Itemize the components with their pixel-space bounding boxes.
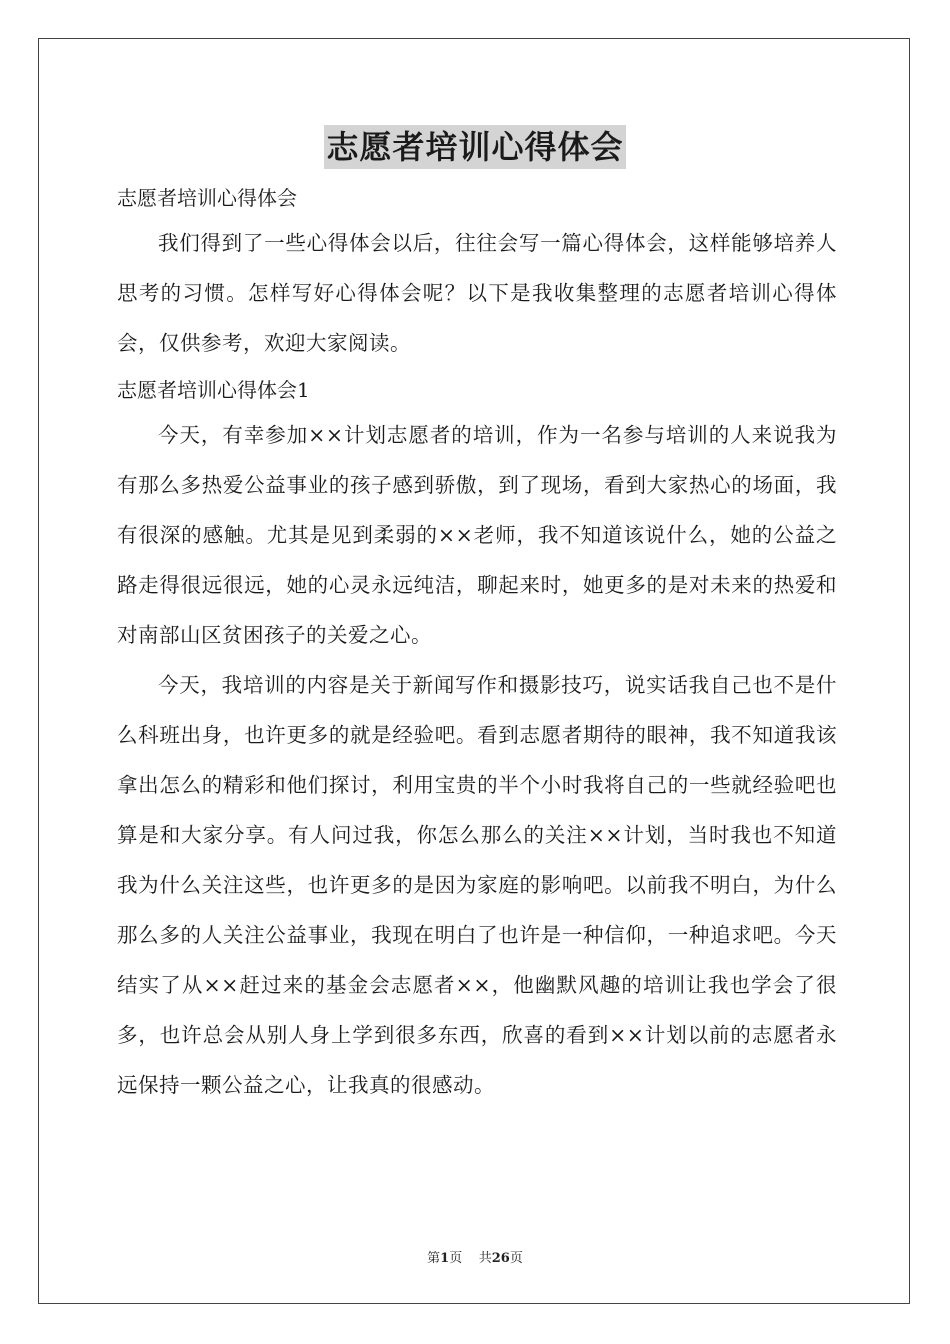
body-paragraph: 今天，有幸参加××计划志愿者的培训，作为一名参与培训的人来说我为有那么多热爱公益事业的孩子感到骄傲，到了现场，看到大家热心的场面，我有很深的感触。尤其是见到柔弱的××老师，我不知道该说什么，她的公益之路走得很远很远，她的心灵永远纯洁，聊起来时，她更多的是对未来的热爱和对南部山区贫困孩子的关爱之心。: [117, 423, 837, 647]
body-paragraph: 今天，我培训的内容是关于新闻写作和摄影技巧，说实话我自己也不是什么科班出身，也许更多的就是经验吧。看到志愿者期待的眼神，我不知道我该拿出怎么的精彩和他们探讨，利用宝贵的半个小时我将自己的一些就经验吧也算是和大家分享。有人问过我，你怎么那么的关注××计划，当时我也不知道我为什么关注这些，也许更多的是因为家庭的影响吧。以前我不明白，为什么那么多的人关注公益事业，我现在明白了也许是一种信仰，一种追求吧。今天结实了从××赶过来的基金会志愿者××，他幽默风趣的培训让我也学会了很多，也许总会从别人身上学到很多东西，欣喜的看到××计划以前的志愿者永远保持一颗公益之心，让我真的很感动。: [117, 673, 837, 1097]
footer-total-pages: 26: [491, 1251, 510, 1266]
footer-page-number: 1: [440, 1251, 450, 1266]
footer-page-suffix: 页: [449, 1251, 463, 1266]
document-body: [117, 178, 837, 1110]
document-title: 志愿者培训心得体会: [324, 125, 625, 169]
document-subtitle: 志愿者培训心得体会: [117, 186, 297, 210]
page-footer: [0, 1247, 950, 1266]
footer-page-prefix: 第: [427, 1251, 441, 1266]
footer-total-suffix: 页: [509, 1251, 523, 1266]
intro-paragraph: 我们得到了一些心得体会以后，往往会写一篇心得体会，这样能够培养人思考的习惯。怎样写好心得体会呢？以下是我收集整理的志愿者培训心得体会，仅供参考，欢迎大家阅读。: [117, 231, 837, 355]
footer-total-prefix: 共: [478, 1251, 492, 1266]
title-container: [0, 125, 950, 169]
section-heading: 志愿者培训心得体会1: [117, 378, 310, 402]
